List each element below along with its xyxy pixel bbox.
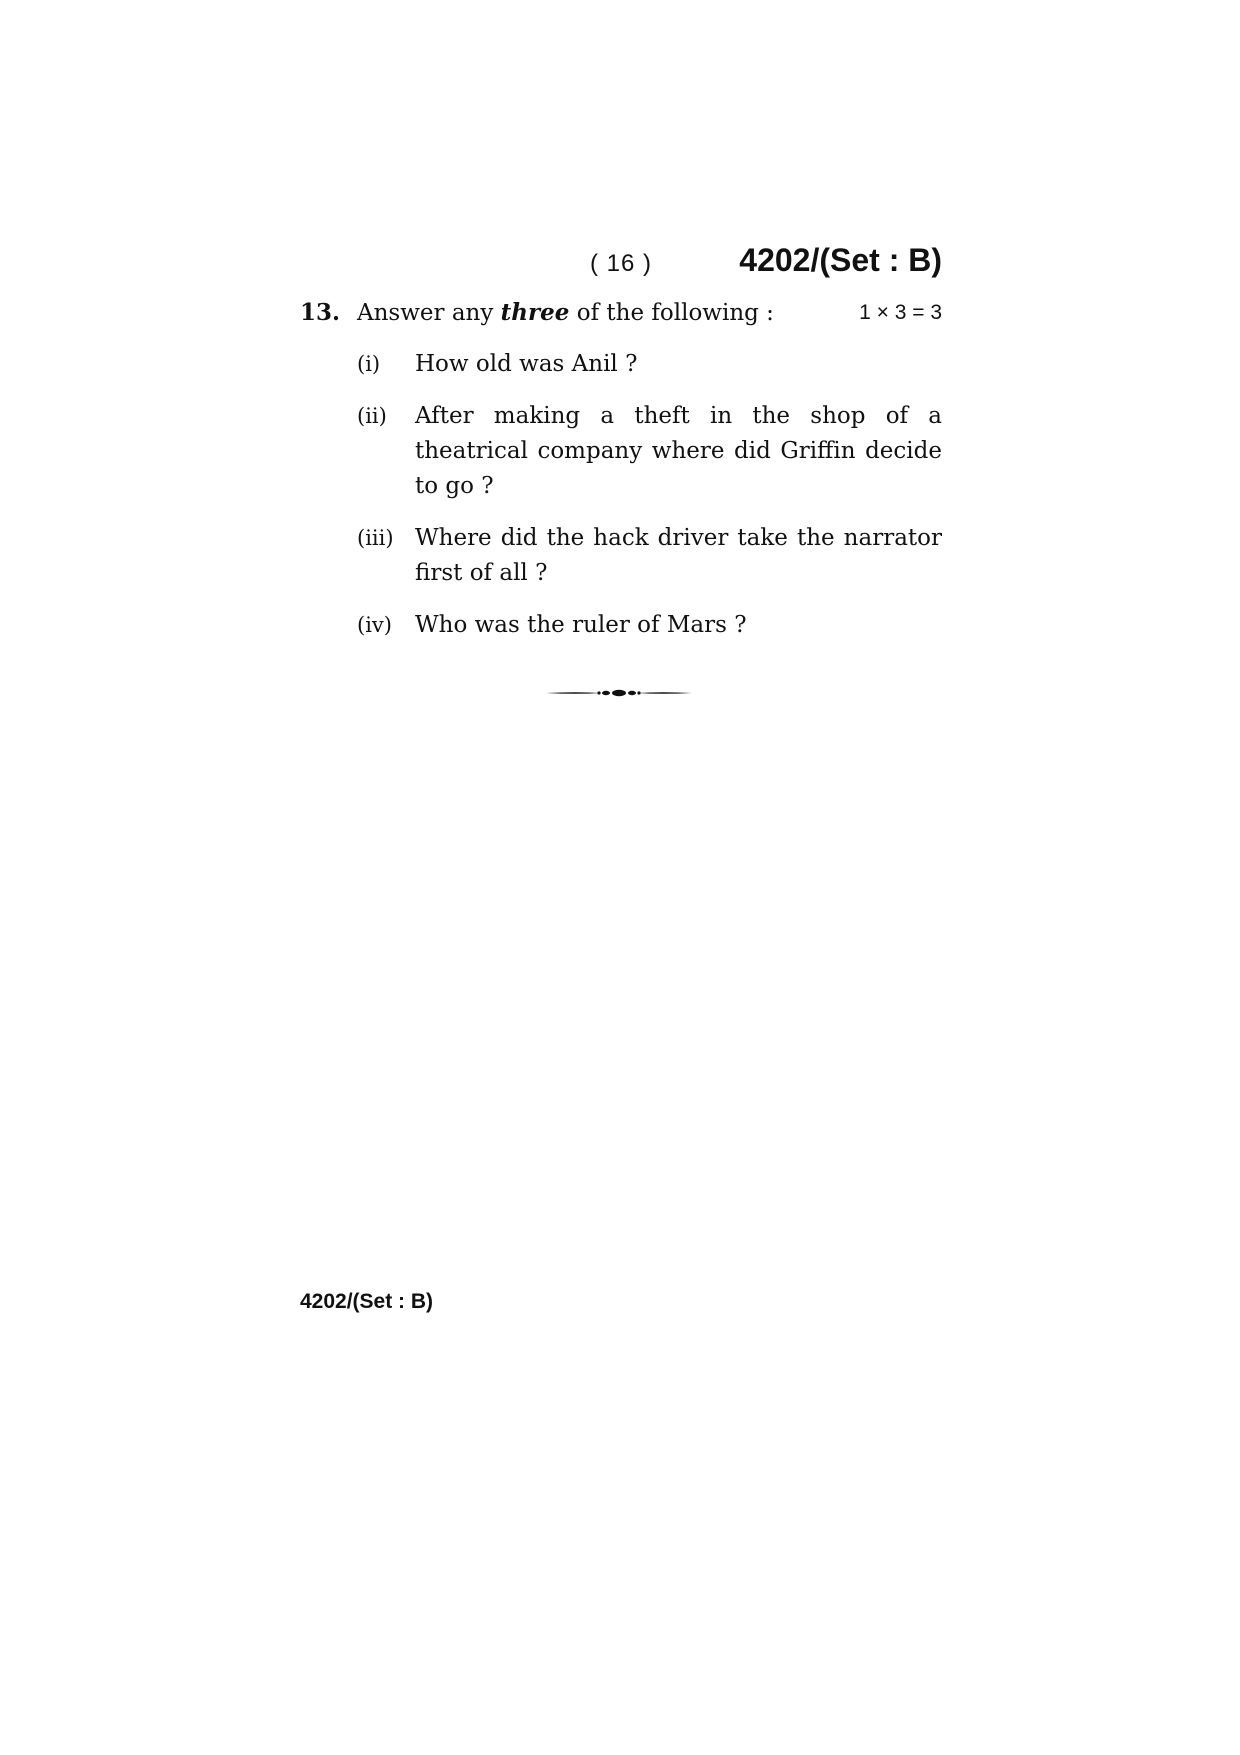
question-item-i [357,347,942,382]
question-heading [300,295,942,335]
item-label: (ii) [357,404,387,428]
item-text: Where did the hack driver take the narrator first of all ? [415,525,942,586]
paper-code-footer: 4202/(Set : B) [300,1290,434,1313]
question-item-iii [357,521,942,591]
question-item-iv [357,608,942,643]
instruction-text-start: Answer any [357,300,501,326]
question-marks: 1 × 3 = 3 [859,301,942,324]
instruction-text-end: of the following : [569,300,774,326]
question-items [300,347,942,643]
item-text: Who was the ruler of Mars ? [415,612,747,638]
end-ornament-icon [546,686,692,700]
question-item-ii [357,399,942,504]
item-text: How old was Anil ? [415,351,638,377]
page-number: ( 16 ) [590,250,653,277]
item-label: (iv) [357,613,392,637]
question-instruction [357,295,774,331]
paper-code-header: 4202/(Set : B) [739,242,942,278]
question-number: 13. [300,299,341,326]
item-label: (iii) [357,526,394,550]
question-13 [300,295,942,660]
instruction-emphasis: three [500,299,570,326]
item-text: After making a theft in the shop of a theatrical company where did Griffin decide to go ? [415,403,942,499]
item-label: (i) [357,352,381,376]
